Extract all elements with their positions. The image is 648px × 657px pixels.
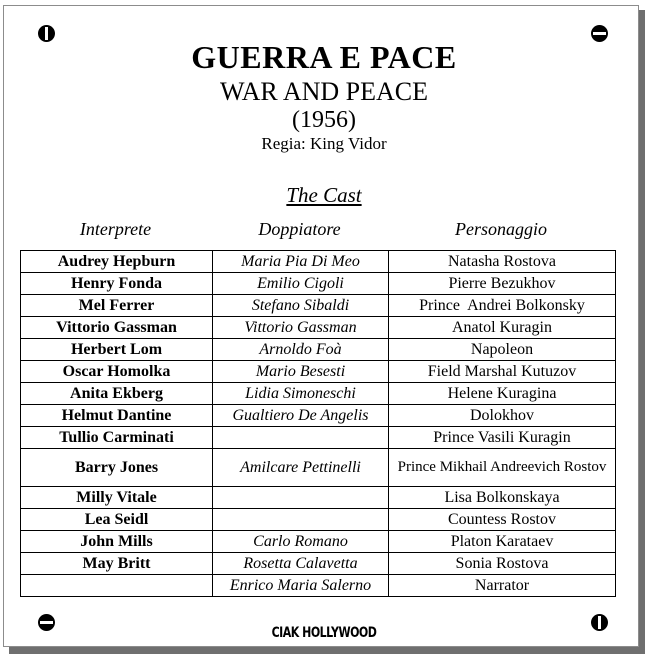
table-row [21, 553, 616, 575]
character-cell: Natasha Rostova [389, 251, 616, 273]
actor-cell: Lea Seidl [21, 509, 213, 531]
character-cell: Countess Rostov [389, 509, 616, 531]
table-row [21, 509, 616, 531]
release-year: (1956) [292, 107, 356, 133]
table-row [21, 383, 616, 405]
dubber-cell: Emilio Cigoli [213, 273, 389, 295]
dubber-cell: Lidia Simoneschi [213, 383, 389, 405]
dubber-cell: Carlo Romano [213, 531, 389, 553]
dubber-cell: Mario Besesti [213, 361, 389, 383]
director-credit: Regia: King Vidor [261, 134, 387, 153]
character-cell: Dolokhov [389, 405, 616, 427]
character-cell: Pierre Bezukhov [389, 273, 616, 295]
character-cell: Helene Kuragina [389, 383, 616, 405]
column-header-character: Personaggio [455, 219, 547, 239]
actor-cell: Mel Ferrer [21, 295, 213, 317]
table-row [21, 339, 616, 361]
dubber-cell [213, 427, 389, 449]
table-row [21, 295, 616, 317]
table-row [21, 575, 616, 597]
character-cell: Anatol Kuragin [389, 317, 616, 339]
dubber-cell: Stefano Sibaldi [213, 295, 389, 317]
actor-cell: May Britt [21, 553, 213, 575]
actor-cell: Vittorio Gassman [21, 317, 213, 339]
cast-heading: The Cast [286, 183, 362, 207]
dubber-cell: Maria Pia Di Meo [213, 251, 389, 273]
ciak-hollywood-logo: CIAK HOLLYWOOD [271, 624, 377, 641]
actor-cell: Helmut Dantine [21, 405, 213, 427]
table-row [21, 273, 616, 295]
actor-cell: Oscar Homolka [21, 361, 213, 383]
dubber-cell: Enrico Maria Salerno [213, 575, 389, 597]
dubber-cell [213, 487, 389, 509]
character-cell: Lisa Bolkonskaya [389, 487, 616, 509]
actor-cell: Henry Fonda [21, 273, 213, 295]
character-cell: Narrator [389, 575, 616, 597]
column-header-actor: Interprete [79, 219, 152, 239]
dubber-cell: Gualtiero De Angelis [213, 405, 389, 427]
table-row [21, 361, 616, 383]
column-header-dubber: Doppiatore [258, 219, 341, 239]
dubber-cell: Rosetta Calavetta [213, 553, 389, 575]
actor-cell: Barry Jones [21, 449, 213, 487]
table-row [21, 317, 616, 339]
actor-cell: Audrey Hepburn [21, 251, 213, 273]
actor-cell: John Mills [21, 531, 213, 553]
character-cell: Field Marshal Kutuzov [389, 361, 616, 383]
table-row [21, 531, 616, 553]
table-row [21, 405, 616, 427]
table-row [21, 251, 616, 273]
actor-cell: Tullio Carminati [21, 427, 213, 449]
dubber-cell: Arnoldo Foà [213, 339, 389, 361]
table-row [21, 487, 616, 509]
english-title: WAR AND PEACE [219, 77, 428, 106]
actor-cell: Anita Ekberg [21, 383, 213, 405]
character-cell: Prince Vasili Kuragin [389, 427, 616, 449]
character-cell: Prince Andrei Bolkonsky [389, 295, 616, 317]
actor-cell: Milly Vitale [21, 487, 213, 509]
actor-cell: Herbert Lom [21, 339, 213, 361]
dubber-cell: Vittorio Gassman [213, 317, 389, 339]
table-row [21, 427, 616, 449]
dubber-cell: Amilcare Pettinelli [213, 449, 389, 487]
character-cell: Napoleon [389, 339, 616, 361]
cast-table [20, 250, 616, 597]
character-cell: Platon Karataev [389, 531, 616, 553]
dubber-cell [213, 509, 389, 531]
actor-cell [21, 575, 213, 597]
italian-title: GUERRA E PACE [191, 39, 457, 75]
character-cell: Sonia Rostova [389, 553, 616, 575]
table-row [21, 449, 616, 487]
character-cell: Prince Mikhail Andreevich Rostov [389, 449, 616, 487]
